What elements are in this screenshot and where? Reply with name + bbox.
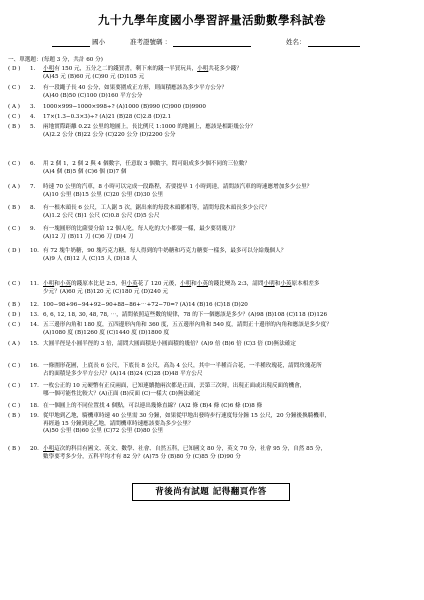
question-number: 18.: [30, 403, 39, 409]
answer: ( B ): [8, 446, 21, 452]
question-text: 6, 6, 12, 18, 30, 48, 78, ⋯，請問依照這些數的規律，78 的下一個應該是多少？(A)98 (B)108 (C)118 (D)126: [43, 312, 328, 318]
question-text: 用 2 個 1，2 個 2 與 4 個數字，任意取 3 個數字，問可組成多少個不同的三位數？: [43, 161, 250, 167]
question-options: (A)10 公里 (B)15 公里 (C)20 公里 (D)30 公里: [43, 191, 164, 198]
question-number: 17.: [30, 383, 39, 389]
question-number: 4.: [30, 114, 36, 120]
question-number: 20.: [30, 446, 39, 452]
question-text: 小明有 150 元，五分之二的錢買書，剩下來的錢一半買玩具，小明共花多少錢？: [43, 66, 242, 72]
answer: ( D ): [8, 66, 21, 72]
question-text: 一條圍形花圃，上底長 6 公尺，下底長 8 公尺，高為 4 公尺，其中一半種百合花，一半種玫瑰花，請問玫瑰花所: [43, 363, 322, 369]
question-text: 有一塊圓形的比薩要分給 12 個人吃，每人吃的大小都要一樣，最少要切幾刀？: [43, 226, 239, 232]
question-text: 大圓半徑是小圓半徑的 3 倍，請問大圓面積是小圓面積的幾倍？(A)9 倍 (B)6 倍 (C)3 倍 (D)無法確定: [43, 341, 297, 347]
question-options: (A)40 (B)50 (C)100 (D)160 平方公分: [43, 92, 143, 99]
question-5: [8, 124, 418, 139]
question-text: 從甲地到乙地，騎機車時速 40 公里需 30 分鐘，如果從甲地出發時步行速度每分鐘 15 公尺，20 分鐘後換騎機車，: [43, 413, 331, 419]
answer: ( B ): [8, 302, 21, 308]
question-options: (A)1.2 公尺 (B)1 公尺 (C)0.8 公尺 (D)5 公尺: [43, 212, 160, 219]
question-14: [8, 322, 418, 337]
exam-number-label: 准考證號碼 ：: [130, 38, 172, 46]
question-13: [8, 312, 418, 320]
answer: ( B ): [8, 413, 21, 419]
question-options: (A)50 公里 (B)60 公里 (C)72 公里 (D)80 公里: [43, 428, 164, 435]
question-4: [8, 114, 418, 122]
turn-page-notice: 背後尚有試題 記得翻頁作答: [132, 483, 290, 501]
question-options: (A)12 刀 (B)11 刀 (C)6 刀 (D)4 刀: [43, 233, 134, 240]
question-text: 五三邊形內角和 180 度，五四邊形內角和 360 度，五五邊形內角和 540 度，請問正十邊形的內角和應該是多少度？: [43, 322, 332, 328]
question-2: [8, 85, 418, 100]
name-label: 姓名：: [286, 38, 306, 46]
question-number: 10.: [30, 248, 39, 254]
question-number: 16.: [30, 363, 39, 369]
school-suffix: 國小: [92, 38, 106, 46]
question-number: 9.: [30, 226, 36, 232]
name-blank[interactable]: [308, 39, 360, 47]
question-3: [8, 104, 418, 112]
answer: ( C ): [8, 161, 21, 167]
question-number: 5.: [30, 124, 36, 130]
question-number: 19.: [30, 413, 39, 419]
question-9: [8, 226, 418, 241]
school-field: [52, 37, 105, 47]
exam-title: 九十九學年度國小學習評量活動數學科試卷: [98, 13, 326, 27]
question-number: 2.: [30, 85, 36, 91]
question-number: 6.: [30, 161, 36, 167]
section-heading: 一、單選題：(每題 3 分，共計 60 分): [8, 57, 103, 63]
question-options: (A)9 人 (B)12 人 (C)15 人 (D)18 人: [43, 255, 138, 262]
question-20: [8, 446, 418, 461]
question-8: [8, 205, 418, 220]
answer: ( A ): [8, 104, 20, 110]
question-text: 時速 70 公里的汽車，8 小時可以完成一段路程，若要提早 1 小時到達，請問該汽車的時速應增加多少公里？: [43, 184, 313, 190]
question-text: 100−98+96−94+92−90+88−86+⋯+72−70=? (A)14 (B)16 (C)18 (D)20: [43, 302, 248, 308]
answer: ( C ): [8, 281, 21, 287]
question-number: 15.: [30, 341, 39, 347]
question-text: 在一個圓上的不同位置找 4 個點，可以連出幾條直線？(A)2 條 (B)4 條 (C)6 條 (D)8 條: [43, 403, 263, 409]
answer: ( B ): [8, 205, 21, 211]
answer: ( D ): [8, 312, 21, 318]
answer: ( C ): [8, 363, 21, 369]
question-15: [8, 341, 418, 349]
question-number: 7.: [30, 184, 36, 190]
question-options: 哪一個可能性比較大？(A)正面 (B)反面 (C)一樣大 (D)無法確定: [43, 390, 201, 397]
answer: ( C ): [8, 403, 21, 409]
question-number: 14.: [30, 322, 39, 328]
question-text: 小明和小英的錢原本比是 2:5，但小英花了 120 元後，小明和小英的錢比變為 2:3，請問小明和小英原本相差多: [43, 281, 320, 287]
question-number: 3.: [30, 104, 36, 110]
question-text: 一枚公正的 10 元硬幣有正反兩面，已知連續拋兩次都是正面，丟第三次時，出現正面或出現反面的機會，: [43, 383, 306, 389]
question-number: 11.: [30, 281, 39, 287]
question-number: 8.: [30, 205, 36, 211]
question-1: [8, 66, 418, 81]
question-number: 12.: [30, 302, 39, 308]
question-text-cont: 再經過 15 分鐘到達乙地，請問機車時速應該要為多少公里？: [43, 420, 194, 427]
question-text: 有一根木頭長 6 公尺，工人鋸 5 次，鋸出來的每段木頭都相等，請問每段木頭長多少公尺？: [43, 205, 270, 211]
question-options: (A)45 元 (B)60 元 (C)90 元 (D)105 元: [43, 73, 145, 80]
question-options: (A)4 個 (B)5 個 (C)6 個 (D)7 個: [43, 168, 127, 175]
school-blank[interactable]: [52, 39, 90, 47]
question-text: 有 72 塊牛奶糖，90 塊巧克力糖，每人得到的牛奶糖和巧克力糖要一樣多，最多可以分給幾個人？: [43, 248, 287, 254]
question-number: 1.: [30, 66, 36, 72]
question-text: 小明這次的科目有國文、英文、數學、社會、自然五科，已知國文 80 分，英文 70 分，社會 95 分，自然 85 分，: [43, 446, 327, 452]
question-18: [8, 403, 418, 411]
question-text: 兩地實際距離 0.22 公里的地圖上，長比例尺 1:1000 的地圖上，應該是相距幾公分？: [43, 124, 256, 130]
question-options: (A)2.2 公分 (B)22 公分 (C)220 公分 (D)2200 公分: [43, 131, 176, 138]
question-16: [8, 363, 418, 378]
answer: ( C ): [8, 322, 21, 328]
exam-number-field: [130, 37, 251, 47]
question-19: [8, 413, 418, 436]
answer: ( D ): [8, 248, 21, 254]
question-12: [8, 302, 418, 310]
answer: ( B ): [8, 124, 21, 130]
answer: ( C ): [8, 226, 21, 232]
answer: ( C ): [8, 383, 21, 389]
answer: ( A ): [8, 341, 20, 347]
answer: ( A ): [8, 184, 20, 190]
question-text: 1000×999−1000×998÷? (A)1000 (B)990 (C)900 (D)9900: [43, 104, 206, 110]
question-17: [8, 383, 418, 398]
question-11: [8, 281, 418, 296]
question-10: [8, 248, 418, 263]
answer: ( C ): [8, 85, 21, 91]
answer: ( C ): [8, 114, 21, 120]
question-options: 占的面積是多少平方公尺？(A)14 (B)24 (C)28 (D)48 平方公尺: [43, 370, 203, 377]
question-6: [8, 161, 418, 176]
question-number: 13.: [30, 312, 39, 318]
name-field: [286, 37, 360, 47]
question-options: (A)1080 度 (B)1260 度 (C)1440 度 (D)1800 度: [43, 329, 170, 336]
question-text: 有一段繩子長 40 公分，如果要圍成正方形，則面積應該為多少平方公分？: [43, 85, 228, 91]
question-7: [8, 184, 418, 199]
exam-number-blank[interactable]: [173, 39, 251, 47]
question-options: 數學要考多少分，五科平均才有 82 分？(A)75 分 (B)80 分 (C)85 分 (D)90 分: [43, 453, 241, 460]
question-text: 17×(1.3−0.3×3)÷? (A)21 (B)28 (C)2.8 (D)2.1: [43, 114, 172, 120]
question-options: 少元？(A)60 元 (B)120 元 (C)180 元 (D)240 元: [43, 288, 169, 295]
